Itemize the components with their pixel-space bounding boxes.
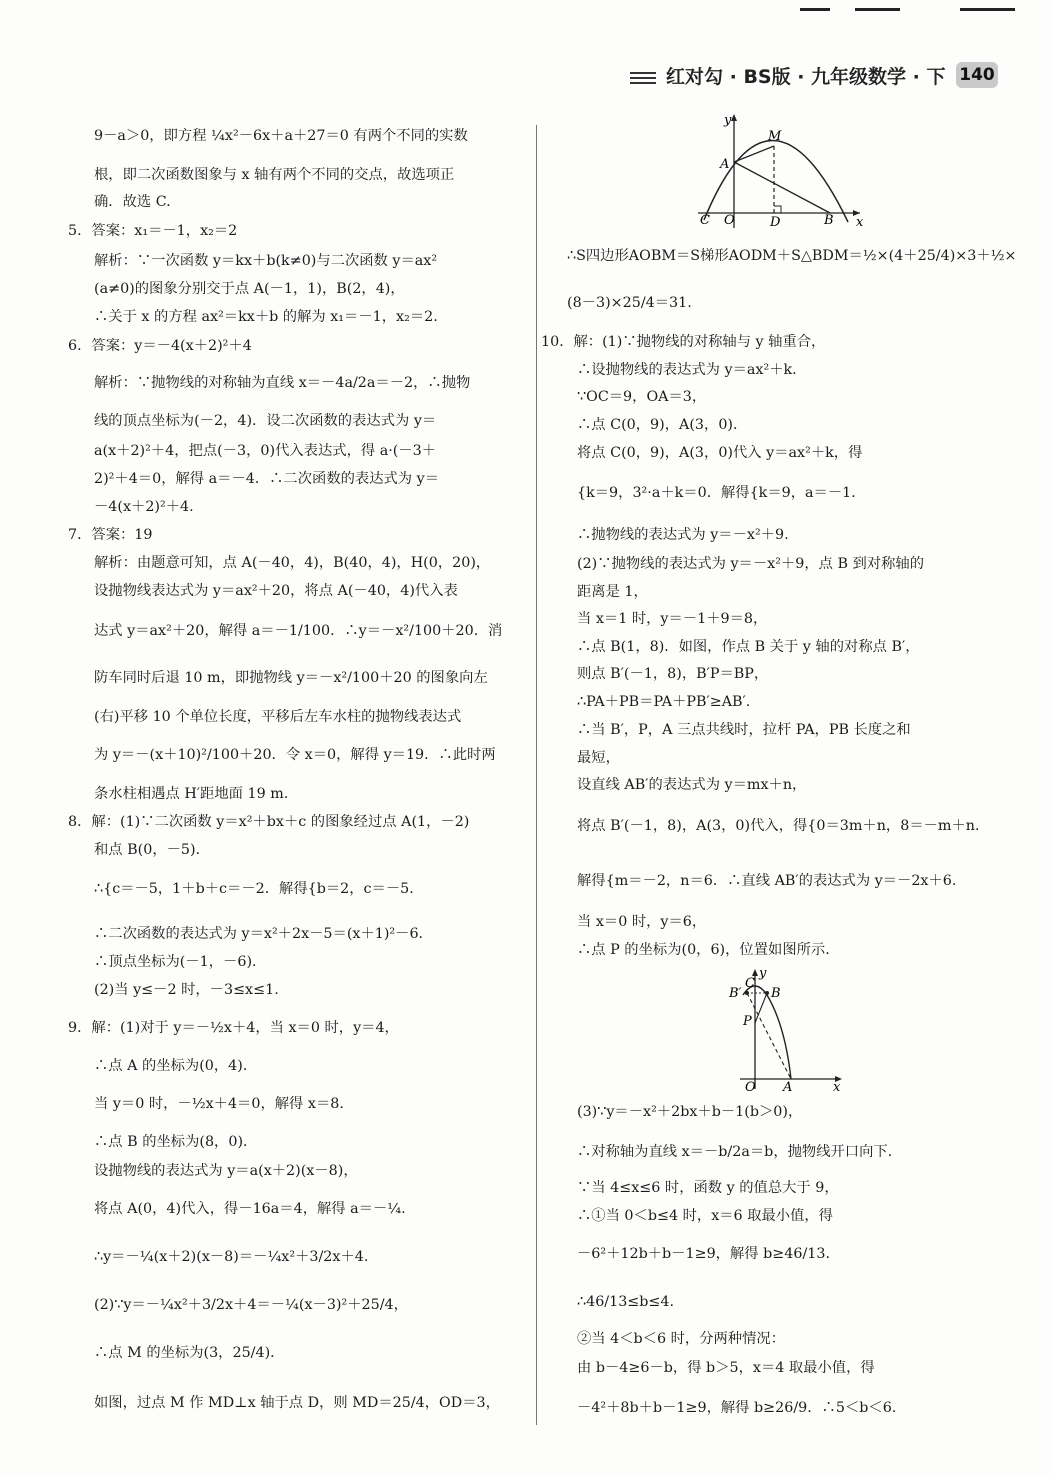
label-y: y [759,966,767,981]
solution-9: 9．解：(1)对于 y＝－½x＋4，当 x＝0 时，y＝4， [68,1020,399,1036]
text-line: ∴对称轴为直线 x＝－b/2a＝b，抛物线开口向下． [577,1144,902,1160]
text-line: 距离是 1， [577,584,648,600]
text-line: 将点 A(0，4)代入，得－16a＝4，解得 a＝－¼. [94,1201,406,1217]
text-line: ∴点 M 的坐标为(3，25/4)． [94,1345,285,1361]
scan-mark [800,8,830,11]
label-A: A [720,157,730,172]
text-line: ∴点 B(1，8)．如图，作点 B 关于 y 轴的对称点 B′， [577,639,920,655]
text-line: ∴顶点坐标为(－1，－6)． [94,954,267,970]
label-O: O [745,1080,756,1095]
text-line: ∴PA＋PB＝PA＋PB′≥AB′. [577,694,751,710]
text-line: 解析：∵抛物线的对称轴为直线 x＝－4a/2a＝－2，∴抛物 [94,375,471,391]
label-O: O [724,213,735,228]
label-C: C [700,213,710,228]
text-line: 和点 B(0，－5)． [94,842,210,858]
label-x: x [856,215,864,230]
text-line: ∵当 4≤x≤6 时，函数 y 的值总大于 9， [577,1180,839,1196]
text-line: 线的顶点坐标为(－2，4)．设二次函数的表达式为 y＝ [94,413,437,429]
answer-7: 7．答案：19 [68,527,153,543]
text-line: 为 y＝－(x＋10)²/100＋20．令 x＝0，解得 y＝19．∴此时两 [94,747,496,763]
text-line: ∴点 P 的坐标为(0，6)，位置如图所示． [577,942,840,958]
text-line: (3)∵y＝－x²＋2bx＋b－1(b＞0)， [577,1104,803,1120]
figure-parabola-aobm [690,110,870,230]
text-line: 2)²＋4＝0，解得 a＝－4．∴二次函数的表达式为 y＝ [94,471,440,487]
text-line: ∴y＝－¼(x＋2)(x－8)＝－¼x²＋3/2x＋4. [94,1249,369,1265]
text-line: (2)∵y＝－¼x²＋3/2x＋4＝－¼(x－3)²＋25/4， [94,1297,408,1313]
text-line: 当 x＝1 时，y＝－1＋9＝8， [577,611,768,627]
text-line: ∵OC＝9，OA＝3， [577,389,707,405]
text-line: ∴当 B′，P，A 三点共线时，拉杆 PA，PB 长度之和 [577,722,911,738]
text-line: ②当 4＜b＜6 时，分两种情况： [577,1331,785,1347]
text-line: 设直线 AB′的表达式为 y＝mx＋n， [577,777,807,793]
text-line: 达式 y＝ax²＋20，解得 a＝－1/100．∴y＝－x²/100＋20．消 [94,623,503,639]
label-y: y [724,113,732,128]
text-line: ∴46/13≤b≤4. [577,1294,675,1310]
text-line: {k＝9，3²·a＋k＝0．解得{k＝9，a＝－1． [577,485,866,501]
text-line: 将点 B′(－1，8)，A(3，0)代入，得{0＝3m＋n，8＝－m＋n． [577,818,990,834]
text-line: ∴点 A 的坐标为(0，4)． [94,1058,258,1074]
text-line: ∴设抛物线的表达式为 y＝ax²＋k. [577,362,797,378]
text-line: 如图，过点 M 作 MD⊥x 轴于点 D，则 MD＝25/4，OD＝3， [94,1395,500,1411]
text-line: 设抛物线的表达式为 y＝a(x＋2)(x－8)， [94,1163,358,1179]
scan-mark [855,8,900,11]
text-line: ∴关于 x 的方程 ax²＝kx＋b 的解为 x₁＝－1，x₂＝2. [94,309,438,325]
text-line: a(x＋2)²＋4，把点(－3，0)代入表达式，得 a·(－3＋ [94,443,437,459]
text-line: 9－a＞0，即方程 ¼x²－6x＋a＋27＝0 有两个不同的实数 [94,128,468,144]
text-line: 防车同时后退 10 m，即抛物线 y＝－x²/100＋20 的图象向左 [94,670,488,686]
text-line: 最短， [577,750,620,766]
text-line: 解得{m＝－2，n＝6．∴直线 AB′的表达式为 y＝－2x＋6. [577,873,957,889]
label-A: A [783,1080,793,1095]
text-line: 解析：∵一次函数 y＝kx＋b(k≠0)与二次函数 y＝ax² [94,253,438,269]
answer-6: 6．答案：y＝－4(x＋2)²＋4 [68,338,252,354]
answer-5: 5．答案：x₁＝－1，x₂＝2 [68,223,238,239]
column-divider [536,125,537,1425]
text-line: －4²＋8b＋b－1≥9，解得 b≥26/9．∴5＜b＜6. [577,1400,897,1416]
text-line: (a≠0)的图象分别交于点 A(－1，1)，B(2，4)， [94,281,405,297]
text-line: 当 y＝0 时，－½x＋4＝0，解得 x＝8. [94,1096,344,1112]
text-line: (8－3)×25/4＝31. [567,295,692,311]
page-number: 140 [956,62,998,88]
text-line: －4(x＋2)²＋4. [94,499,194,515]
text-line: 条水柱相遇点 H′距地面 19 m. [94,786,289,802]
label-M: M [768,129,782,144]
label-B-prime: B′ [729,986,742,1001]
text-line: (右)平移 10 个单位长度，平移后左车水柱的抛物线表达式 [94,709,462,725]
text-line: 由 b－4≥6－b，得 b＞5，x＝4 取最小值，得 [577,1360,875,1376]
text-line: 将点 C(0，9)，A(3，0)代入 y＝ax²＋k，得 [577,445,863,461]
text-line: 当 x＝0 时，y＝6， [577,914,707,930]
text-line: ∴①当 0＜b≤4 时，x＝6 取最小值，得 [577,1208,833,1224]
text-line: ∴抛物线的表达式为 y＝－x²＋9. [577,527,789,543]
figure-parabola-pab [725,965,855,1095]
text-line: 设抛物线表达式为 y＝ax²＋20，将点 A(－40，4)代入表 [94,583,458,599]
text-line: ∴S四边形AOBM＝S梯形AODM＋S△BDM＝½×(4＋25/4)×3＋½× [567,248,1017,264]
text-line: －6²＋12b＋b－1≥9，解得 b≥46/13. [577,1246,830,1262]
text-line: 则点 B′(－1，8)，B′P＝BP， [577,666,769,682]
text-line: 确．故选 C. [94,194,171,210]
label-C: C [745,976,755,991]
text-line: ∴点 C(0，9)，A(3，0)． [577,417,748,433]
header-lines-icon [630,72,656,87]
book-title: 红对勾 · BS版 · 九年级数学 · 下 [666,66,946,88]
label-D: D [770,215,781,230]
label-x: x [833,1080,841,1095]
label-B: B [771,986,781,1001]
text-line: 解析：由题意可知，点 A(－40，4)，B(40，4)，H(0，20)， [94,555,491,571]
text-line: ∴点 B 的坐标为(8，0)． [94,1134,258,1150]
text-line: ∴二次函数的表达式为 y＝x²＋2x－5＝(x＋1)²－6． [94,926,433,942]
page-header [630,62,1000,92]
label-P: P [743,1014,752,1029]
label-B: B [824,213,834,228]
text-line: (2)∵抛物线的表达式为 y＝－x²＋9，点 B 到对称轴的 [577,556,924,572]
text-line: 根，即二次函数图象与 x 轴有两个不同的交点，故选项正 [94,167,455,183]
solution-8: 8．解：(1)∵二次函数 y＝x²＋bx＋c 的图象经过点 A(1，－2) [68,814,470,830]
text-line: ∴{c＝－5，1＋b＋c＝－2．解得{b＝2，c＝－5． [94,881,424,897]
solution-10: 10．解：(1)∵抛物线的对称轴与 y 轴重合， [541,334,826,350]
scan-mark [960,8,1015,11]
text-line: (2)当 y≤－2 时，－3≤x≤1. [94,982,279,998]
